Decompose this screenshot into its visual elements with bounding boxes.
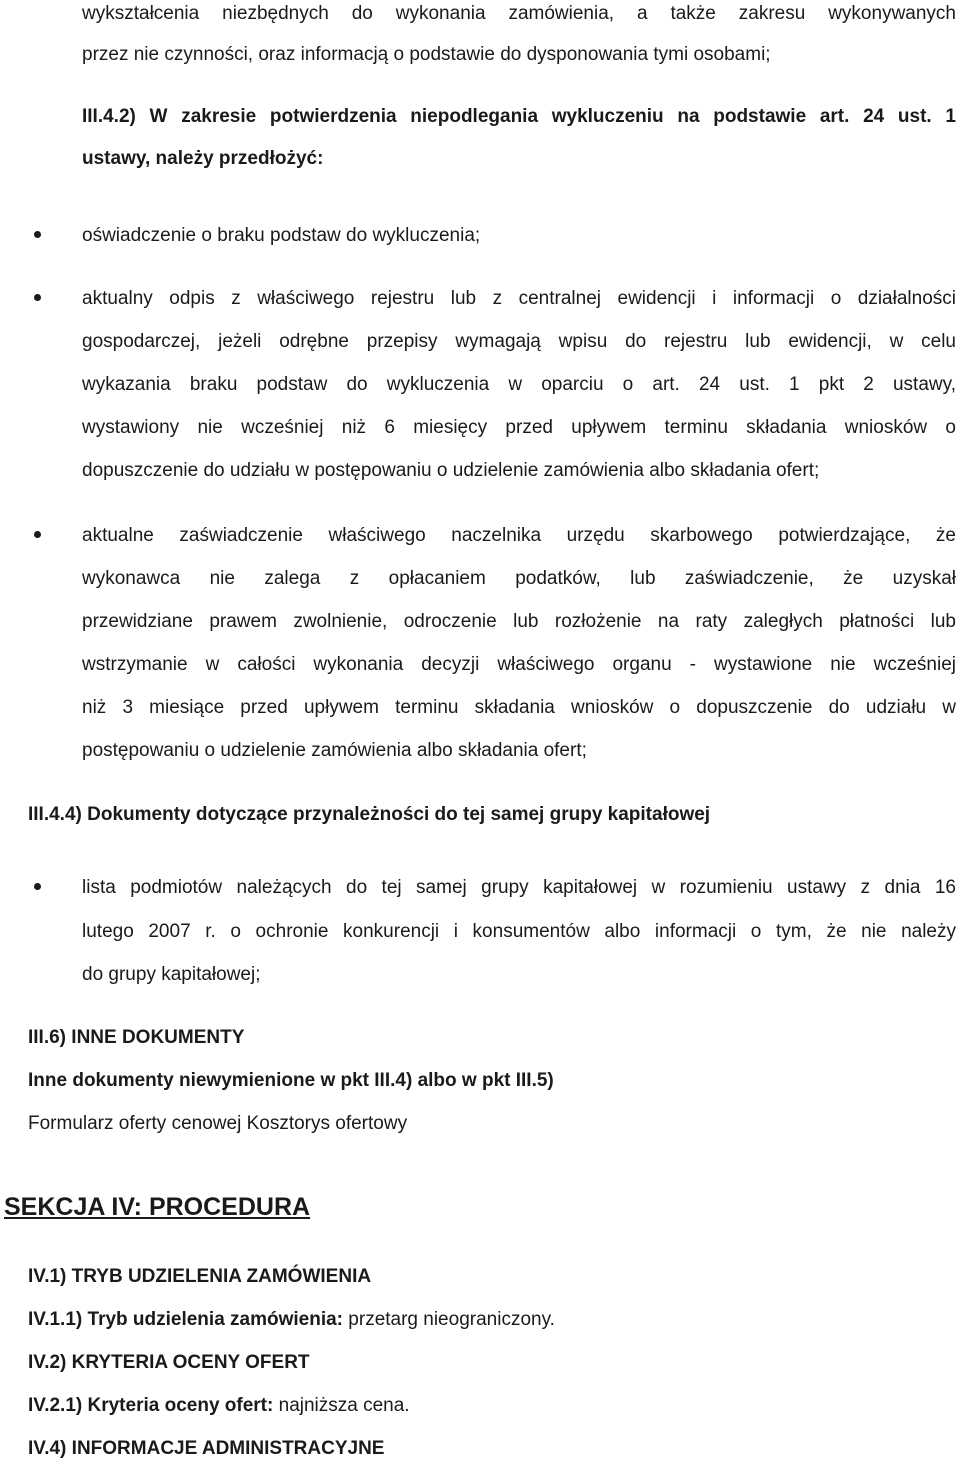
list-item-odpis-line: dopuszczenie do udziału w postępowaniu o udzielenie zamówienia albo składania ofert; <box>82 460 820 481</box>
intro-line-1: wykształcenia niezbędnych do wykonania zamówienia, a także zakresu wykonywanych <box>82 3 956 24</box>
list-item-odpis-line: gospodarczej, jeżeli odrębne przepisy wymagają wpisu do rejestru lub ewidencji, w celu <box>82 331 956 352</box>
bullet-icon <box>34 883 41 890</box>
bullet-icon <box>34 531 41 538</box>
section-heading-iii-4-2: III.4.2) W zakresie potwierdzenia niepodlegania wykluczeniu na podstawie art. 24 ust. 1 <box>82 106 956 127</box>
list-item-grupa-line: lutego 2007 r. o ochronie konkurencji i konsumentów albo informacji o tym, że nie należy <box>82 921 956 942</box>
list-item-zaswiadczenie-line: przewidziane prawem zwolnienie, odroczenie lub rozłożenie na raty zaległych płatności lub <box>82 611 956 632</box>
list-item-zaswiadczenie-line: postępowaniu o udzielenie zamówienia albo składania ofert; <box>82 740 587 761</box>
section-heading-iii-4-4: III.4.4) Dokumenty dotyczące przynależności do tej samej grupy kapitałowej <box>28 804 711 825</box>
value-iv-1-1: przetarg nieograniczony. <box>343 1309 555 1330</box>
bullet-icon <box>34 294 41 301</box>
list-item-grupa-line: do grupy kapitałowej; <box>82 964 261 985</box>
label-iv-2-1: IV.2.1) Kryteria oceny ofert: <box>28 1395 274 1416</box>
value-iv-2-1: najniższa cena. <box>273 1395 410 1416</box>
list-item-odpis-line: wykazania braku podstaw do wykluczenia w oparciu o art. 24 ust. 1 pkt 2 ustawy, <box>82 374 956 395</box>
row-iv-2-1 <box>28 1394 410 1418</box>
list-item-zaswiadczenie-line: niż 3 miesiące przed upływem terminu składania wniosków o dopuszczenie do udziału w <box>82 697 956 718</box>
intro-line-2: przez nie czynności, oraz informacją o podstawie do dysponowania tymi osobami; <box>82 44 771 65</box>
inne-dokumenty-text: Formularz oferty cenowej Kosztorys ofertowy <box>28 1113 408 1134</box>
row-iv-1-1 <box>28 1308 555 1332</box>
bullet-icon <box>34 231 41 238</box>
list-item-zaswiadczenie-line: wstrzymanie w całości wykonania decyzji właściwego organu - wystawione nie wcześniej <box>82 654 956 675</box>
list-item-zaswiadczenie-line: wykonawca nie zalega z opłacaniem podatków, lub zaświadczenie, że uzyskał <box>82 568 956 589</box>
heading-iv-2: IV.2) KRYTERIA OCENY OFERT <box>28 1352 310 1373</box>
section-heading-iii-6: III.6) INNE DOKUMENTY <box>28 1027 245 1048</box>
list-item-oswiadczenie: oświadczenie o braku podstaw do wykluczenia; <box>82 225 481 246</box>
list-item-grupa-line: lista podmiotów należących do tej samej grupy kapitałowej w rozumieniu ustawy z dnia 16 <box>82 877 956 898</box>
section-heading-iii-4-2-cont: ustawy, należy przedłożyć: <box>82 148 324 169</box>
list-item-odpis-line: wystawiony nie wcześniej niż 6 miesięcy przed upływem terminu składania wniosków o <box>82 417 956 438</box>
list-item-zaswiadczenie-line: aktualne zaświadczenie właściwego naczelnika urzędu skarbowego potwierdzające, że <box>82 525 956 546</box>
subheading-inne-dokumenty: Inne dokumenty niewymienione w pkt III.4) albo w pkt III.5) <box>28 1070 554 1091</box>
heading-iv-4: IV.4) INFORMACJE ADMINISTRACYJNE <box>28 1438 385 1459</box>
heading-iv-1: IV.1) TRYB UDZIELENIA ZAMÓWIENIA <box>28 1266 372 1287</box>
list-item-odpis-line: aktualny odpis z właściwego rejestru lub z centralnej ewidencji i informacji o działalności <box>82 288 956 309</box>
section-title-iv: SEKCJA IV: PROCEDURA <box>4 1193 311 1221</box>
label-iv-1-1: IV.1.1) Tryb udzielenia zamówienia: <box>28 1309 344 1330</box>
